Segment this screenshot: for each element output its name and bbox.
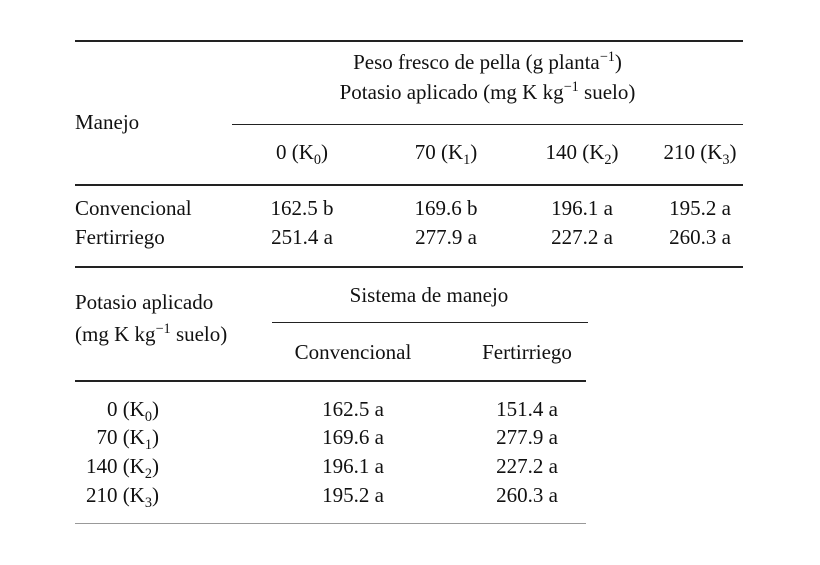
table1-cell: 277.9 a	[415, 225, 477, 249]
table2-cell: 227.2 a	[496, 454, 558, 478]
table1-cell: 227.2 a	[551, 225, 613, 249]
table2-cell: 260.3 a	[496, 483, 558, 507]
table1-col-header-k2: 140 $(K_2)$	[545, 140, 619, 169]
table2-group-header: Sistema de manejo	[349, 283, 509, 307]
table1-group-header-line1: Peso fresco de pella (g planta$^{-1}$)	[353, 49, 622, 74]
table1-bottom-rule	[75, 266, 743, 268]
table2-row-label: 140 $(K_2)$	[85, 454, 159, 483]
table2-row-label: 0 $(K_0)$	[106, 397, 159, 426]
table1-group-rule	[232, 124, 743, 125]
table1-col-header-k1: 70 $(K_1)$	[414, 140, 478, 169]
table1-cell: 195.2 a	[669, 196, 731, 220]
table2-group-rule	[272, 322, 588, 323]
table2-cell: 196.1 a	[322, 454, 384, 478]
table1-row-header: Manejo	[75, 110, 140, 134]
table2-cell: 169.6 a	[322, 425, 384, 449]
table1-col-header-k0: 0 $(K_0)$	[275, 140, 329, 169]
table2-row-header-line1: Potasio aplicado	[75, 290, 214, 314]
table2-cell: 151.4 a	[496, 397, 558, 421]
table1-cell: 162.5 b	[270, 196, 334, 220]
table1-cell: 196.1 a	[551, 196, 613, 220]
table1-top-rule	[75, 40, 743, 42]
table1-header-rule	[75, 184, 743, 186]
table1-cell: 251.4 a	[271, 225, 333, 249]
table2-row-label: 70 $(K_1)$	[96, 425, 159, 454]
table1-cell: 260.3 a	[669, 225, 731, 249]
table1-col-header-k3: 210 $(K_3)$	[663, 140, 737, 169]
table2-cell: 277.9 a	[496, 425, 558, 449]
table2-col-header-fertirriego: Fertirriego	[482, 340, 572, 364]
table2-cell: 162.5 a	[322, 397, 384, 421]
table2-row-label: 210 $(K_3)$	[85, 483, 159, 512]
table2-row-header-line2: (mg K $kg^{-1}$ suelo)	[75, 321, 228, 346]
table2-col-header-convencional: Convencional	[294, 340, 412, 364]
table1-row-label: Convencional	[75, 196, 192, 220]
table2-bottom-rule	[75, 523, 586, 524]
table1-row-label: Fertirriego	[75, 225, 165, 249]
table2-header-rule	[75, 380, 586, 382]
table2-cell: 195.2 a	[322, 483, 384, 507]
table1-group-header-line2: Potasio aplicado (mg K $kg^{-1}$ suelo)	[339, 79, 636, 104]
table1-cell: 169.6 b	[414, 196, 478, 220]
